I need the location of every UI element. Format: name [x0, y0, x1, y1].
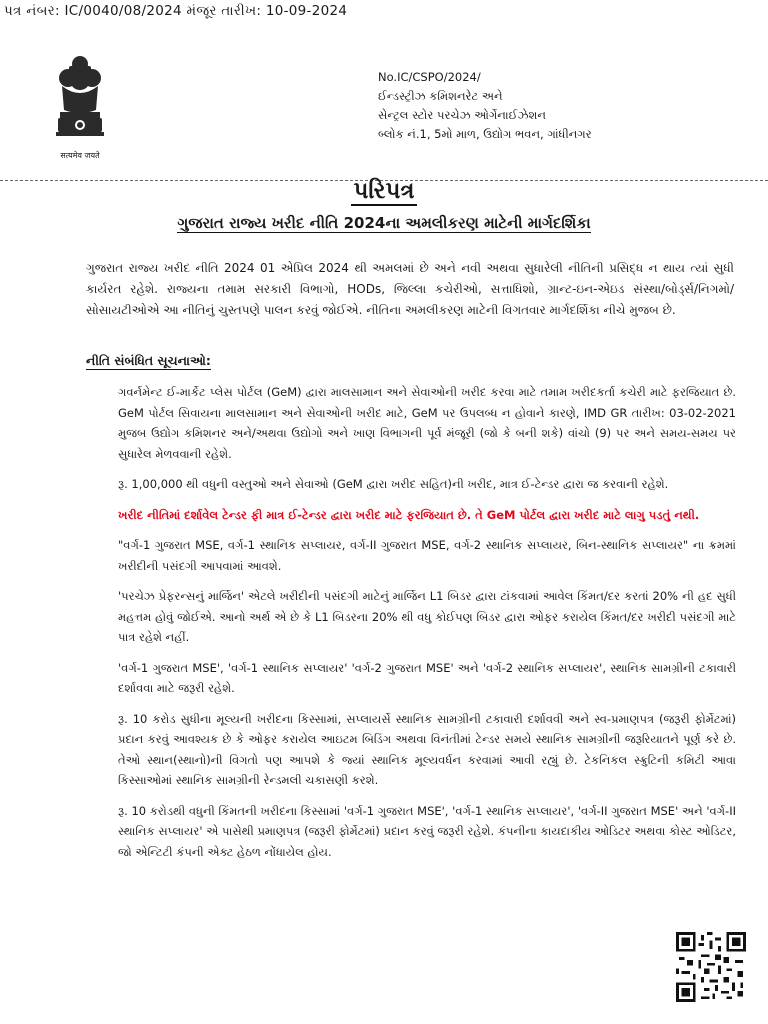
intro-paragraph: ગુજરાત રાજ્ય ખરીદ નીતિ 2024 01 એપ્રિલ 2024 થી અમલમાં છે અને નવી અથવા સુધારેલી નીતિની પ્રસિદ્ધ ન થાય ત્યાં સુધી કાર્યરત રહેશે. રાજ્યના તમામ સરકારી વિભાગો, HODs, જિલ્લા કચેરીઓ, સત્તાધિશો, ગ્રાન્ટ-ઇન-એઇડ સંસ્થા/બોર્ડ્સ/નિગમો/સોસાયટીઓએ આ નીતિનું ચુસ્તપણે પાલન કરવું જોઈએ. નીતિના અમલીકરણ માટેની વિગતવાર માર્ગદર્શિકા નીચે મુજબ છે.	[86, 261, 734, 317]
document-title	[0, 178, 768, 204]
instruction-item: "વર્ગ-1 ગુજરાત MSE, વર્ગ-1 સ્થાનિક સપ્લાયર, વર્ગ-II ગુજરાત MSE, વર્ગ-2 સ્થાનિક સપ્લાયર, બિન-સ્થાનિક સપ્લાયર" ના ક્રમમાં ખરીદીની પસંદગી આપવામાં આવશે.	[118, 538, 736, 573]
address-line: ઈન્ડસ્ટ્રીઝ કમિશનરેટ અને	[378, 89, 503, 103]
document-subtitle	[0, 214, 768, 232]
document-subtitle-text: ગુજરાત રાજ્ય ખરીદ નીતિ 2024ના અમલીકરણ માટેની માર્ગદર્શિકા	[177, 214, 591, 232]
address-line: સેન્ટ્રલ સ્ટોર પરચેઝ ઓર્ગેનાઈઝેશન	[378, 108, 546, 122]
document-title-text: પરિપત્ર	[353, 178, 415, 204]
emblem-motto: सत्यमेव जयते	[60, 151, 100, 160]
instruction-item: 'પરચેઝ પ્રેફરન્સનું માર્જિન' એટલે ખરીદીની પસંદગી માટેનું માર્જિન L1 બિડર દ્વારા ટાંકવામાં આવેલ કિંમત/દર કરતાં 20% ની હદ સુધી મહત્તમ હોવું જોઈએ. આનો અર્થ એ છે કે L1 બિડરના 20% થી વધુ કોઈપણ બિડર દ્વારા ઓફર કરાયેલ કિંમત/દર ખરીદી પસંદગી માટે પાત્ર રહેશે નહીં.	[118, 589, 736, 644]
instruction-item: રૂ. 1,00,000 થી વધુની વસ્તુઓ અને સેવાઓ (GeM દ્વારા ખરીદ સહિત)ની ખરીદ, માત્ર ઈ-ટેન્ડર દ્વારા જ કરવાની રહેશે.	[118, 477, 669, 491]
instruction-item: ગવર્નમેન્ટ ઈ-માર્કેટ પ્લેસ પોર્ટલ (GeM) દ્વારા માલસામાન અને સેવાઓની ખરીદ કરવા માટે તમામ ખરીદકર્તા કચેરી માટે ફરજિયાત છે. GeM પોર્ટલ સિવાયના માલસામાન અને સેવાઓની ખરીદ માટે, GeM પર ઉપલબ્ધ ન હોવાને કારણે, IMD GR તારીખ: 03-02-2021 મુજબ ઉદ્યોગ કમિશનર અને/અથવા ઉદ્યોગો અને ખાણ વિભાગની પૂર્વ મંજૂરી (જો કે બની શકે) વાંચો (9) પર અને સમય-સમય પર સુધારેલ મેળવવાની રહેશે.	[118, 385, 736, 461]
instruction-item: રૂ. 10 કરોડથી વધુની કિંમતની ખરીદના કિસ્સામાં 'વર્ગ-1 ગુજરાત MSE', 'વર્ગ-1 સ્થાનિક સપ્લાયર', 'વર્ગ-II ગુજરાત MSE' અને 'વર્ગ-II સ્થાનિક સપ્લાયર' એ પાસેથી પ્રમાણપત્ર (જરૂરી ફોર્મેટમાં) પ્રદાન કરવું જરૂરી રહેશે. કંપનીના કાયદાકીય ઓડિટર અથવા કોસ્ટ ઓડિટર, જો એન્ટિટી કંપની એક્ટ હેઠળ નોંધાયેલ હોય.	[118, 803, 736, 859]
instruction-item-highlighted: ખરીદ નીતિમાં દર્શાવેલ ટેન્ડર ફી માત્ર ઈ-ટેન્ડર દ્વારા ખરીદ માટે ફરજિયાત છે. તે GeM પોર્ટલ દ્વારા ખરીદ માટે લાગુ પડતું નથી.	[118, 507, 700, 522]
national-emblem-icon	[52, 52, 108, 162]
address-line: No.IC/CSPO/2024/	[378, 70, 481, 84]
instruction-item: રૂ. 10 કરોડ સુધીના મૂલ્યની ખરીદના કિસ્સામાં, સપ્લાયર્સે સ્થાનિક સામગ્રીની ટકાવારી દર્શાવવી અને સ્વ-પ્રમાણપત્ર (જરૂરી ફોર્મેટમાં) પ્રદાન કરવું આવશ્યક છે કે ઓફર કરાયેલ આઇટમ બિડિંગ અથવા વિનંતીમાં ટેન્ડર સમયે સ્થાનિક સામગ્રીની જરૂરિયાતને પૂર્ણ કરે છે. તેઓ સ્થાન(સ્થાનો)ની વિગતો પણ આપશે કે જ્યાં સ્થાનિક મૂલ્યવર્ધન કરવામાં આવી રહ્યું છે. ટેકનિકલ સ્ક્રુટિની કમિટી આવા કિસ્સાઓમાં સ્થાનિક સામગ્રીની રેન્ડમલી ચકાસણી કરશે.	[118, 711, 736, 787]
reference-line: પત્ર નંબર: IC/0040/08/2024 મંજૂર તારીખ: 10-09-2024	[4, 3, 348, 19]
instruction-list	[118, 382, 736, 872]
qr-code-icon	[676, 932, 746, 1002]
office-address	[378, 68, 592, 144]
instruction-item: 'વર્ગ-1 ગુજરાત MSE', 'વર્ગ-1 સ્થાનિક સપ્લાયર' 'વર્ગ-2 ગુજરાત MSE' અને 'વર્ગ-2 સ્થાનિક સપ્લાયર', સ્થાનિક સામગ્રીની ટકાવારી દર્શાવવા માટે જરૂરી રહેશે.	[118, 660, 736, 695]
address-line: બ્લોક નં.1, 5મો માળ, ઉદ્યોગ ભવન, ગાંધીનગર	[378, 127, 592, 141]
section-heading: નીતિ સંબંધિત સૂચનાઓ:	[86, 353, 211, 368]
